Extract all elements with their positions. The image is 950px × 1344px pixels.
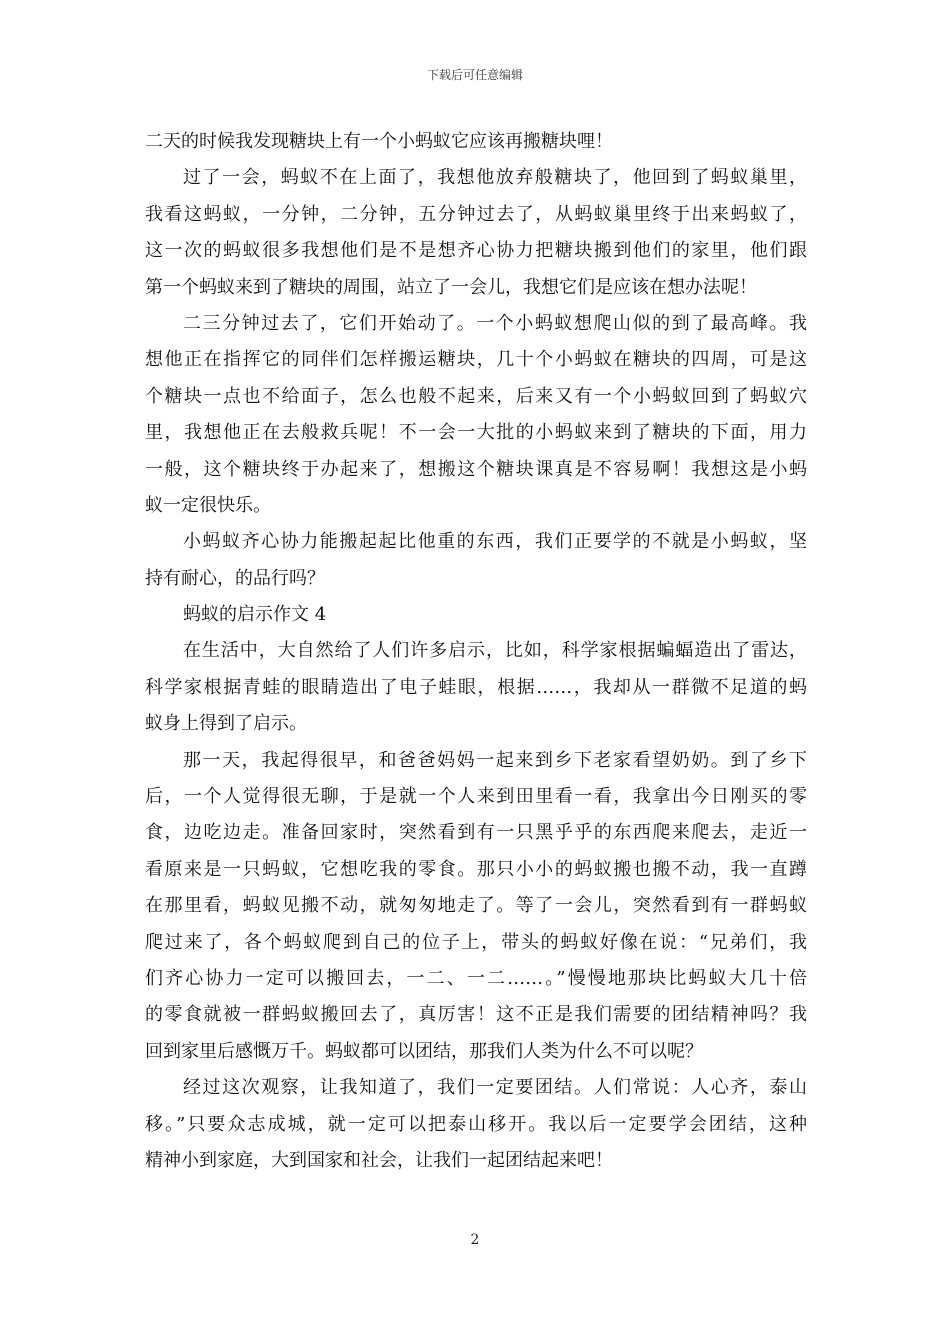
- document-body: [145, 124, 807, 1179]
- text-line: 那一天，我起得很早，和爸爸妈妈一起来到乡下老家看望奶奶。到了乡下: [183, 749, 807, 771]
- text-line: 精神小到家庭，大到国家和社会，让我们一起团结起来吧！: [145, 1149, 613, 1171]
- text-line: 二三分钟过去了，它们开始动了。一个小蚂蚁想爬山似的到了最高峰。我: [183, 312, 807, 334]
- text-line: 爬过来了，各个蚂蚁爬到自己的位子上，带头的蚂蚁好像在说：“兄弟们，我: [145, 931, 807, 953]
- page-number: 2: [470, 1232, 480, 1248]
- text-line: 在生活中，大自然给了人们许多启示，比如，科学家根据蝙蝠造出了雷达，: [183, 640, 807, 662]
- text-line: 里，我想他正在去般救兵呢！不一会一大批的小蚂蚁来到了糖块的下面，用力: [145, 422, 807, 444]
- section-heading: 蚂蚁的启示作文 4: [183, 604, 327, 626]
- text-line: 第一个蚂蚁来到了糖块的周围，站立了一会儿，我想它们是应该在想办法呢！: [145, 276, 757, 298]
- text-line: 的零食就被一群蚂蚁搬回去了，真厉害！这不正是我们需要的团结精神吗？我: [145, 1004, 807, 1026]
- text-line: 想他正在指挥它的同伴们怎样搬运糖块，几十个小蚂蚁在糖块的四周，可是这: [145, 349, 807, 371]
- text-line: 回到家里后感慨万千。蚂蚁都可以团结，那我们人类为什么不可以呢？: [145, 1040, 703, 1062]
- text-line: 持有耐心，的品行吗？: [145, 567, 325, 589]
- text-line: 我看这蚂蚁，一分钟，二分钟，五分钟过去了，从蚂蚁巢里终于出来蚂蚁了，: [145, 203, 807, 225]
- text-line: 蚁身上得到了启示。: [145, 713, 307, 735]
- text-line: 一般，这个糖块终于办起来了，想搬这个糖块课真是不容易啊！我想这是小蚂: [145, 458, 807, 480]
- text-line: 看原来是一只蚂蚁，它想吃我的零食。那只小小的蚂蚁搬也搬不动，我一直蹲: [145, 858, 807, 880]
- text-line: 二天的时候我发现糖块上有一个小蚂蚁它应该再搬糖块哩！: [145, 131, 613, 152]
- text-line: 过了一会，蚂蚁不在上面了，我想他放弃般糖块了，他回到了蚂蚁巢里，: [183, 167, 807, 189]
- text-line: 蚁一定很快乐。: [145, 494, 271, 516]
- text-line: 科学家根据青蛙的眼睛造出了电子蛙眼，根据……，我却从一群微不足道的蚂: [145, 676, 807, 698]
- text-line: 们齐心协力一定可以搬回去，一二、一二……。”慢慢地那块比蚂蚁大几十倍: [145, 967, 807, 989]
- page-header: 下载后可任意编辑: [426, 68, 523, 82]
- text-line: 后，一个人觉得很无聊，于是就一个人来到田里看一看，我拿出今日刚买的零: [145, 786, 807, 808]
- text-line: 在那里看，蚂蚁见搬不动，就匆匆地走了。等了一会儿，突然看到有一群蚂蚁: [145, 895, 807, 917]
- text-line: 移。”只要众志成城，就一定可以把泰山移开。我以后一定要学会团结，这种: [145, 1113, 807, 1135]
- text-line: 这一次的蚂蚁很多我想他们是不是想齐心协力把糖块搬到他们的家里，他们跟: [145, 240, 807, 262]
- text-line: 小蚂蚁齐心协力能搬起起比他重的东西，我们正要学的不就是小蚂蚁，坚: [183, 531, 807, 553]
- text-line: 食，边吃边走。准备回家时，突然看到有一只黑乎乎的东西爬来爬去，走近一: [145, 822, 807, 844]
- text-line: 个糖块一点也不给面子，怎么也般不起来，后来又有一个小蚂蚁回到了蚂蚁穴: [145, 385, 807, 407]
- text-line: 经过这次观察，让我知道了，我们一定要团结。人们常说：人心齐，泰山: [183, 1077, 807, 1099]
